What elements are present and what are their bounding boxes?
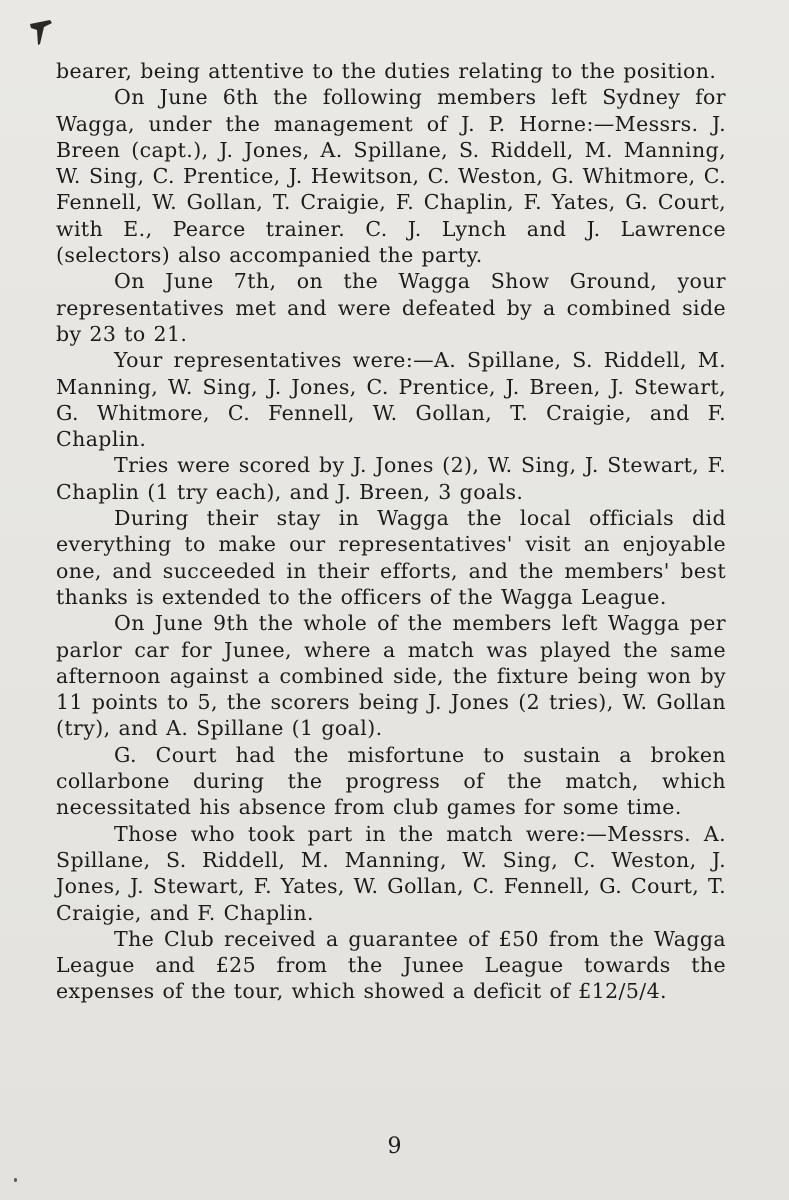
paragraph-9: Those who took part in the match were:—Messrs. A. Spillane, S. Riddell, M. Manning, W. Sing, C. Weston, J. Jones, J. Stewart, F. Yates, W. Gollan, C. Fennell, G. Court, T. Craigie, and F. Chaplin. [56, 821, 726, 925]
paragraph-4: Your representatives were:—A. Spillane, S. Riddell, M. Manning, W. Sing, J. Jones, C. Prentice, J. Breen, J. Stewart, G. Whitmore, C. Fennell, W. Gollan, T. Craigie, and F. Chaplin. [56, 348, 726, 452]
paper-speck [14, 1178, 17, 1182]
paragraph-6: During their stay in Wagga the local officials did everything to make our representatives' visit an enjoyable one, and succeeded in their efforts, and the members' best thanks is extended to the officers of the Wagga League. [56, 506, 726, 609]
paragraph-7: On June 9th the whole of the members left Wagga per parlor car for Junee, where a match was played the same afternoon against a combined side, the fixture being won by 11 points to 5, the scorers being J. Jones (2 tries), W. Gollan (try), and A. Spillane (1 goal). [56, 611, 726, 741]
paragraph-8: G. Court had the misfortune to sustain a broken collarbone during the progress of the match, which necessitated his absence from club games for some time. [56, 742, 726, 820]
paragraph-5: Tries were scored by J. Jones (2), W. Sing, J. Stewart, F. Chaplin (1 try each), and J. Breen, 3 goals. [56, 453, 726, 504]
paragraph-3: On June 7th, on the Wagga Show Ground, your representatives met and were defeated by a combined side by 23 to 21. [56, 269, 726, 346]
body-text [56, 58, 726, 1005]
paragraph-2: On June 6th the following members left Sydney for Wagga, under the management of J. P. Horne:—Messrs. J. Breen (capt.), J. Jones, A. Spillane, S. Riddell, M. Manning, W. Sing, C. Prentice, J. Hewitson, C. Weston, G. Whitmore, C. Fennell, W. Gollan, T. Craigie, F. Chaplin, F. Yates, G. Court, with E., Pearce trainer. C. J. Lynch and J. Lawrence (selectors) also accompanied the party. [56, 85, 726, 268]
paragraph-1: bearer, being attentive to the duties relating to the position. [56, 59, 717, 83]
page-number: 9 [387, 1134, 402, 1159]
ink-mark-icon [28, 18, 54, 48]
paragraph-10: The Club received a guarantee of £50 from the Wagga League and £25 from the Junee League towards the expenses of the tour, which showed a deficit of £12/5/4. [56, 926, 726, 1004]
